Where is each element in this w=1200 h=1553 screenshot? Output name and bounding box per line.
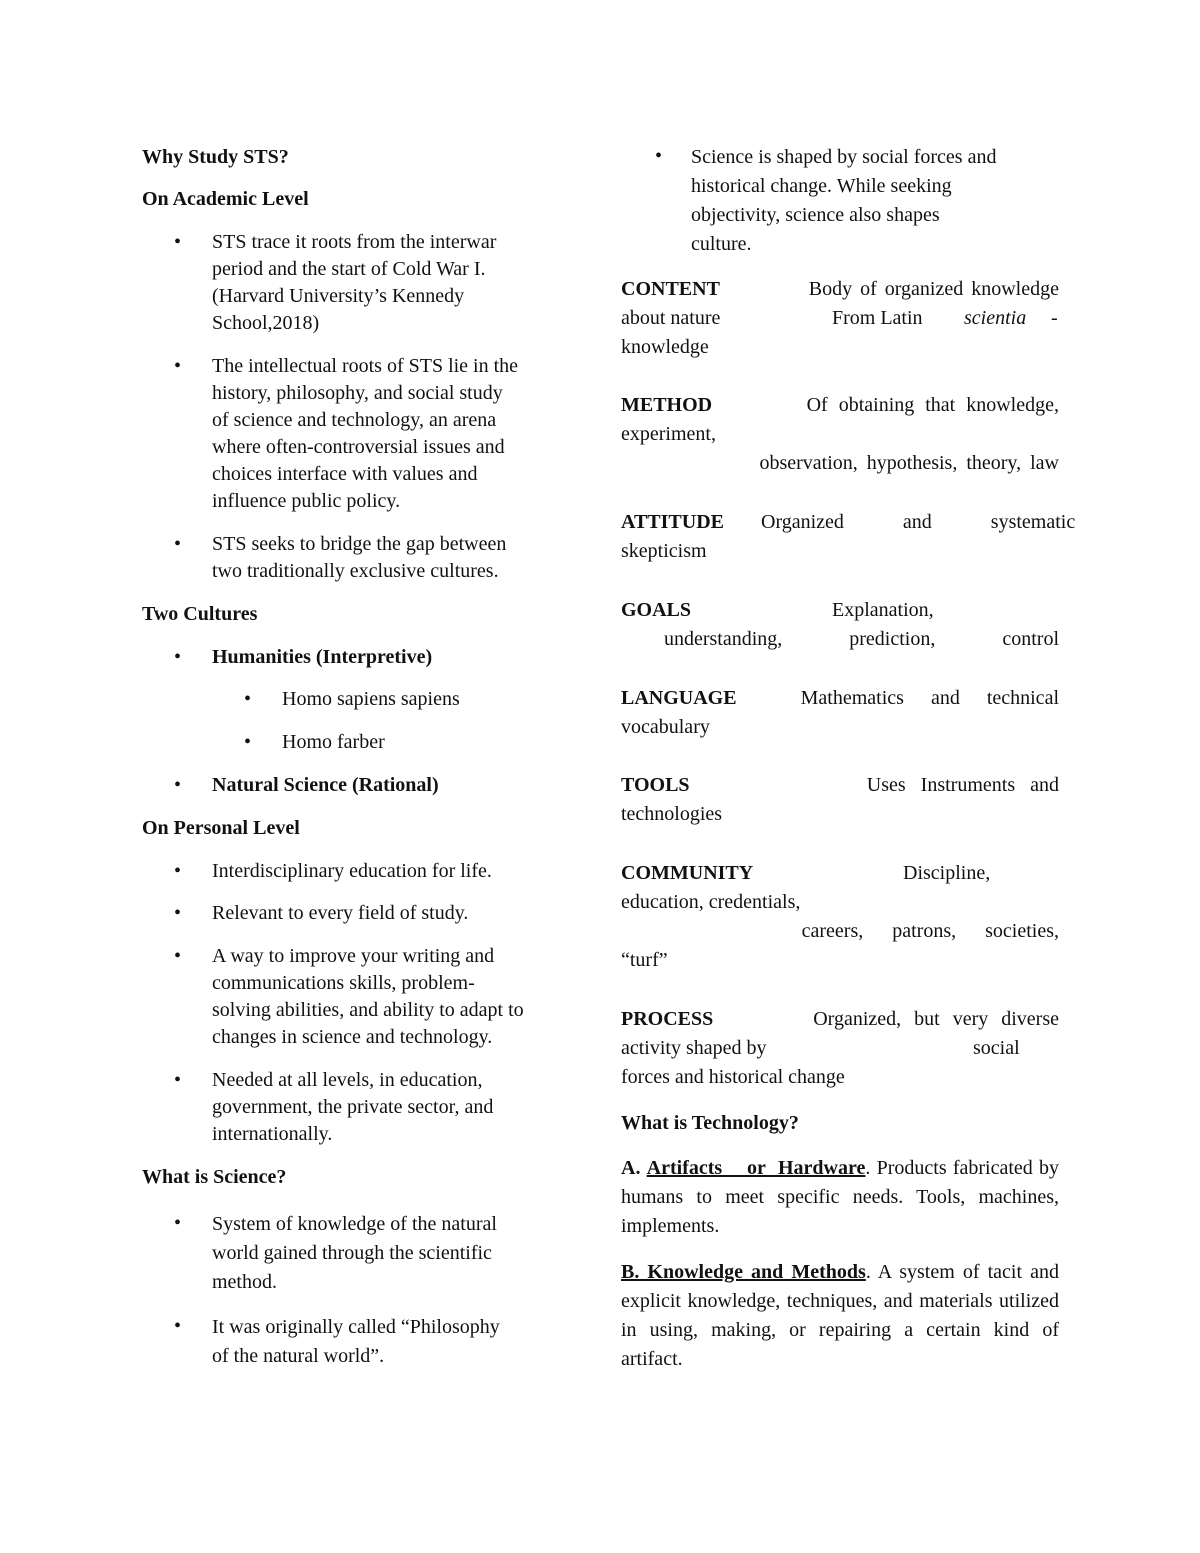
list-item-text: Humanities (Interpretive) xyxy=(212,646,433,668)
term-goals xyxy=(621,597,1059,655)
term-definition: knowledge xyxy=(621,336,709,358)
bullet-icon: • xyxy=(174,231,182,253)
term-label: PROCESS xyxy=(621,1008,714,1030)
heading-academic-level: On Academic Level xyxy=(142,188,309,210)
artifacts-title: Artifacts or Hardware xyxy=(646,1157,866,1179)
term-content xyxy=(621,276,1059,363)
term-definition: Mathematics and technical xyxy=(800,687,1059,709)
term-label: CONTENT xyxy=(621,278,720,300)
term-label: METHOD xyxy=(621,394,713,416)
term-definition: education, credentials, xyxy=(621,891,801,913)
term-definition: social xyxy=(973,1037,1020,1059)
bullet-icon: • xyxy=(174,355,182,377)
knowledge-methods-text: . A system of tacit and explicit knowledge, techniques, and materials utilized in using, making, or repairing a certain kind of artifact. xyxy=(621,1261,1059,1370)
list-item-text: Needed at all levels, in education, government, the private sector, and internationally. xyxy=(212,1069,494,1145)
list-item-text: The intellectual roots of STS lie in the history, philosophy, and social study of science and technology, an arena where often-controversial issues and choices interface with values and influence public policy. xyxy=(212,355,519,512)
term-attitude xyxy=(621,509,1076,567)
term-method xyxy=(621,392,1059,479)
term-community xyxy=(621,860,1059,976)
artifacts-text: . Products fabricated by humans to meet specific needs. Tools, machines, implements. xyxy=(621,1157,1059,1237)
list-item-text: Science is shaped by social forces and historical change. While seeking objectivity, science also shapes culture. xyxy=(691,146,997,255)
term-definition: understanding, prediction, control xyxy=(663,628,1059,650)
term-label: ATTITUDE xyxy=(621,511,724,533)
term-label: LANGUAGE xyxy=(621,687,737,709)
bullet-icon: • xyxy=(174,860,182,882)
heading-why-study-sts: Why Study STS? xyxy=(142,146,289,168)
paragraph-knowledge-methods xyxy=(621,1258,1059,1374)
bullet-icon: • xyxy=(174,774,182,796)
term-process xyxy=(621,1006,1059,1093)
term-definition: Discipline, xyxy=(903,862,991,884)
list-item-text: A way to improve your writing and communications skills, problem- solving abilities, and ability to adapt to changes in science and technology. xyxy=(212,945,524,1048)
term-definition: vocabulary xyxy=(621,716,710,738)
list-item-text: System of knowledge of the natural world gained through the scientific method. xyxy=(212,1213,497,1293)
term-definition: From Latin xyxy=(832,307,923,329)
bullet-icon: • xyxy=(244,688,252,710)
term-definition: experiment, xyxy=(621,423,716,445)
term-definition: technologies xyxy=(621,803,723,825)
term-definition: careers, patrons, societies, xyxy=(801,920,1059,942)
list-item-text: It was originally called “Philosophy of the natural world”. xyxy=(212,1316,500,1367)
list-item-text: Natural Science (Rational) xyxy=(212,774,439,796)
list-item-text: STS trace it roots from the interwar period and the start of Cold War I. (Harvard University’s Kennedy School,2018) xyxy=(212,231,497,334)
term-definition: observation, hypothesis, theory, law xyxy=(759,452,1059,474)
list-item-text: STS seeks to bridge the gap between two traditionally exclusive cultures. xyxy=(212,533,507,582)
term-definition: activity shaped by xyxy=(621,1037,767,1059)
list-item-text: Interdisciplinary education for life. xyxy=(212,860,492,882)
term-definition: about nature xyxy=(621,307,721,329)
term-definition: Organized and systematic xyxy=(761,511,1076,533)
term-definition: Body of organized knowledge xyxy=(808,278,1059,300)
term-definition: - xyxy=(1051,307,1058,329)
term-definition: Of obtaining that knowledge, xyxy=(806,394,1059,416)
heading-two-cultures: Two Cultures xyxy=(142,603,258,625)
bullet-icon: • xyxy=(174,902,182,924)
bullet-icon: • xyxy=(655,145,663,167)
term-definition: forces and historical change xyxy=(621,1066,845,1088)
item-label: A. xyxy=(621,1157,641,1179)
term-label: GOALS xyxy=(621,599,692,621)
term-definition: scientia xyxy=(964,307,1027,329)
list-item-text: Relevant to every field of study. xyxy=(212,902,469,924)
heading-personal-level: On Personal Level xyxy=(142,817,300,839)
bullet-icon: • xyxy=(174,1069,182,1091)
knowledge-methods-title: B. Knowledge and Methods xyxy=(621,1261,866,1283)
bullet-icon: • xyxy=(174,533,182,555)
term-definition: “turf” xyxy=(621,949,668,971)
term-language xyxy=(621,685,1059,743)
term-definition: Organized, but very diverse xyxy=(813,1008,1059,1030)
bullet-icon: • xyxy=(174,1315,182,1337)
term-definition: skepticism xyxy=(621,540,707,562)
heading-what-is-science: What is Science? xyxy=(142,1166,287,1188)
list-item-text: Homo farber xyxy=(282,731,385,753)
term-label: TOOLS xyxy=(621,774,690,796)
bullet-icon: • xyxy=(244,731,252,753)
heading-what-is-technology: What is Technology? xyxy=(621,1112,799,1134)
term-tools xyxy=(621,772,1059,830)
list-item-text: Homo sapiens sapiens xyxy=(282,688,460,710)
term-label: COMMUNITY xyxy=(621,862,754,884)
paragraph-artifacts xyxy=(621,1154,1059,1241)
term-definition: Explanation, xyxy=(832,599,934,621)
bullet-icon: • xyxy=(174,1212,182,1234)
bullet-icon: • xyxy=(174,646,182,668)
term-definition: Uses Instruments and xyxy=(866,774,1059,796)
bullet-icon: • xyxy=(174,945,182,967)
